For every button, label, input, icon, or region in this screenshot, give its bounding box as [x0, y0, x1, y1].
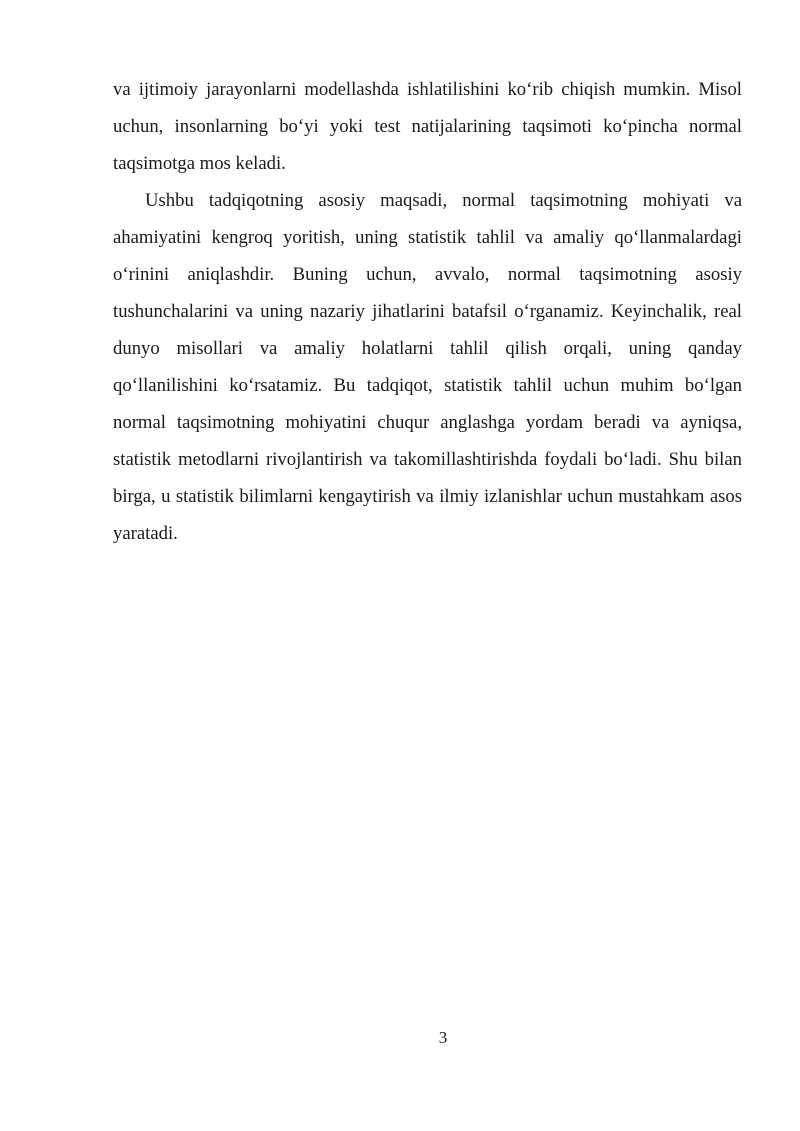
body-text	[113, 71, 742, 552]
paragraph-continuation: va ijtimoiy jarayonlarni modellashda ishlatilishini ko‘rib chiqish mumkin. Misol uchun, insonlarning bo‘yi yoki test natijalarining taqsimoti ko‘pincha normal taqsimotga mos keladi.	[113, 79, 742, 174]
paragraph-purpose: Ushbu tadqiqotning asosiy maqsadi, normal taqsimotning mohiyati va ahamiyatini kengroq yoritish, uning statistik tahlil va amaliy qo‘llanmalardagi o‘rinini aniqlashdir. Buning uchun, avvalo, normal taqsimotning asosiy tushunchalarini va uning nazariy jihatlarini batafsil o‘rganamiz. Keyinchalik, real dunyo misollari va amaliy holatlarni tahlil qilish orqali, uning qanday qo‘llanilishini ko‘rsatamiz. Bu tadqiqot, statistik tahlil uchun muhim bo‘lgan normal taqsimotning mohiyatini chuqur anglashga yordam beradi va ayniqsa, statistik metodlarni rivojlantirish va takomillashtirishda foydali bo‘ladi. Shu bilan birga, u statistik bilimlarni kengaytirish va ilmiy izlanishlar uchun mustahkam asos yaratadi.	[113, 190, 742, 544]
page-number: 3	[438, 1028, 448, 1047]
